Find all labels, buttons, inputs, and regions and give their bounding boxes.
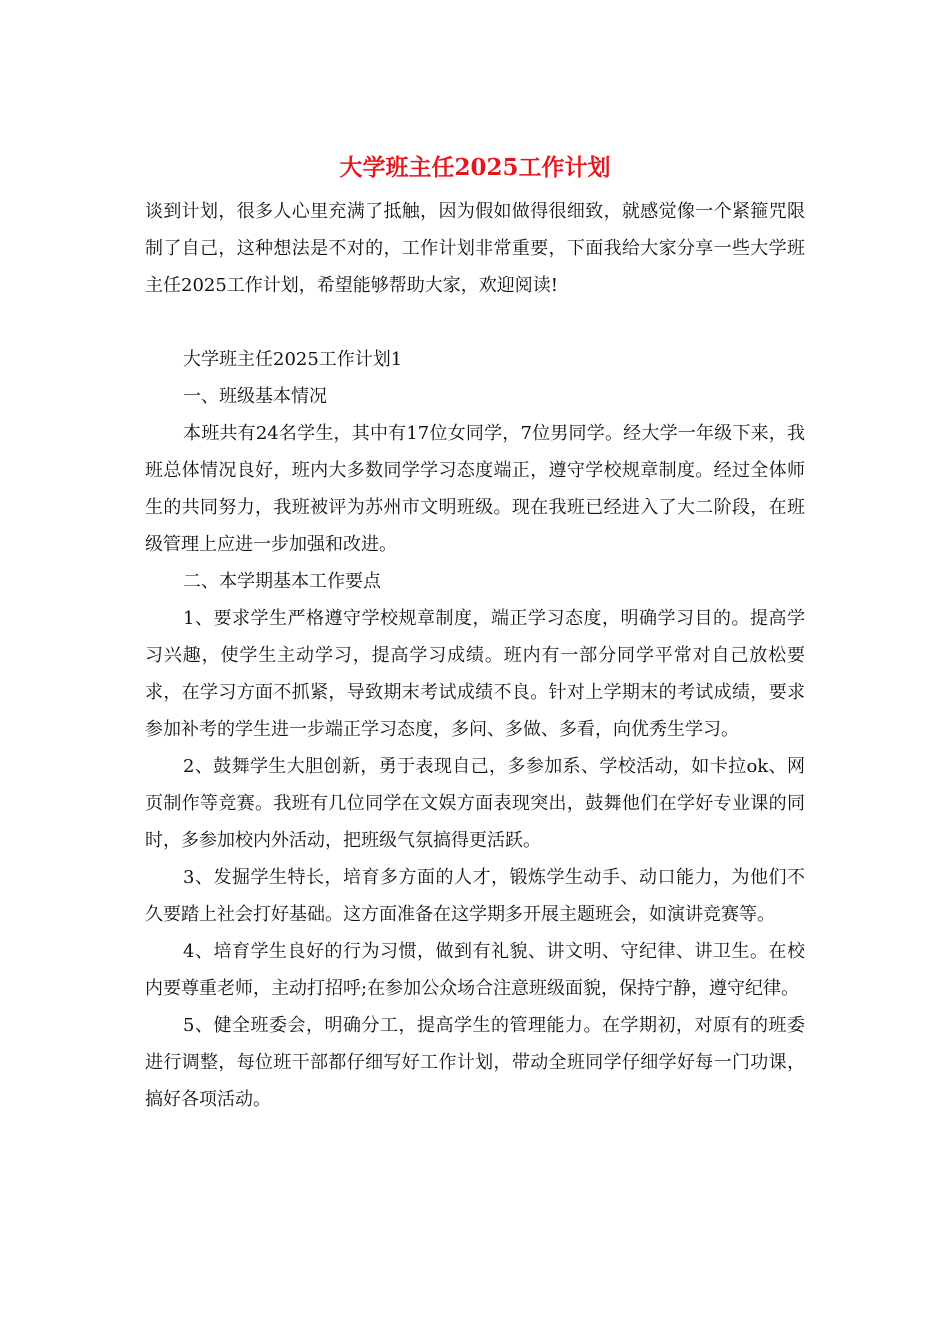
- section-heading-class-overview: 一、班级基本情况: [183, 386, 327, 407]
- intro-paragraph: 谈到计划，很多人心里充满了抵触，因为假如做得很细致，就感觉像一个紧箍咒限制了自己，这种想法是不对的，工作计划非常重要，下面我给大家分享一些大学班主任2025工作计划，希望能够帮助大家，欢迎阅读!: [145, 201, 805, 296]
- paragraph-point-4: 4、培育学生良好的行为习惯，做到有礼貌、讲文明、守纪律、讲卫生。在校内要尊重老师，主动打招呼;在参加公众场合注意班级面貌，保持宁静，遵守纪律。: [145, 941, 805, 999]
- section-heading-plan-1: 大学班主任2025工作计划1: [183, 349, 403, 370]
- paragraph-class-overview: 本班共有24名学生，其中有17位女同学，7位男同学。经大学一年级下来，我班总体情况良好，班内大多数同学学习态度端正，遵守学校规章制度。经过全体师生的共同努力，我班被评为苏州市文明班级。现在我班已经进入了大二阶段，在班级管理上应进一步加强和改进。: [145, 423, 805, 555]
- paragraph-point-5: 5、健全班委会，明确分工，提高学生的管理能力。在学期初，对原有的班委进行调整，每位班干部都仔细写好工作计划，带动全班同学仔细学好每一门功课，搞好各项活动。: [145, 1015, 805, 1110]
- document-title: 大学班主任2025工作计划: [339, 154, 611, 181]
- paragraph-point-1: 1、要求学生严格遵守学校规章制度，端正学习态度，明确学习目的。提高学习兴趣，使学生主动学习，提高学习成绩。班内有一部分同学平常对自己放松要求，在学习方面不抓紧，导致期末考试成绩不良。针对上学期末的考试成绩，要求参加补考的学生进一步端正学习态度，多问、多做、多看，向优秀生学习。: [145, 608, 805, 740]
- section-heading-work-points: 二、本学期基本工作要点: [183, 571, 381, 592]
- paragraph-point-2: 2、鼓舞学生大胆创新，勇于表现自己，多参加系、学校活动，如卡拉ok、网页制作等竞赛。我班有几位同学在文娱方面表现突出，鼓舞他们在学好专业课的同时，多参加校内外活动，把班级气氛搞得更活跃。: [145, 756, 805, 851]
- document-body: [145, 193, 805, 1118]
- paragraph-point-3: 3、发掘学生特长，培育多方面的人才，锻炼学生动手、动口能力，为他们不久要踏上社会打好基础。这方面准备在这学期多开展主题班会，如演讲竞赛等。: [145, 867, 805, 925]
